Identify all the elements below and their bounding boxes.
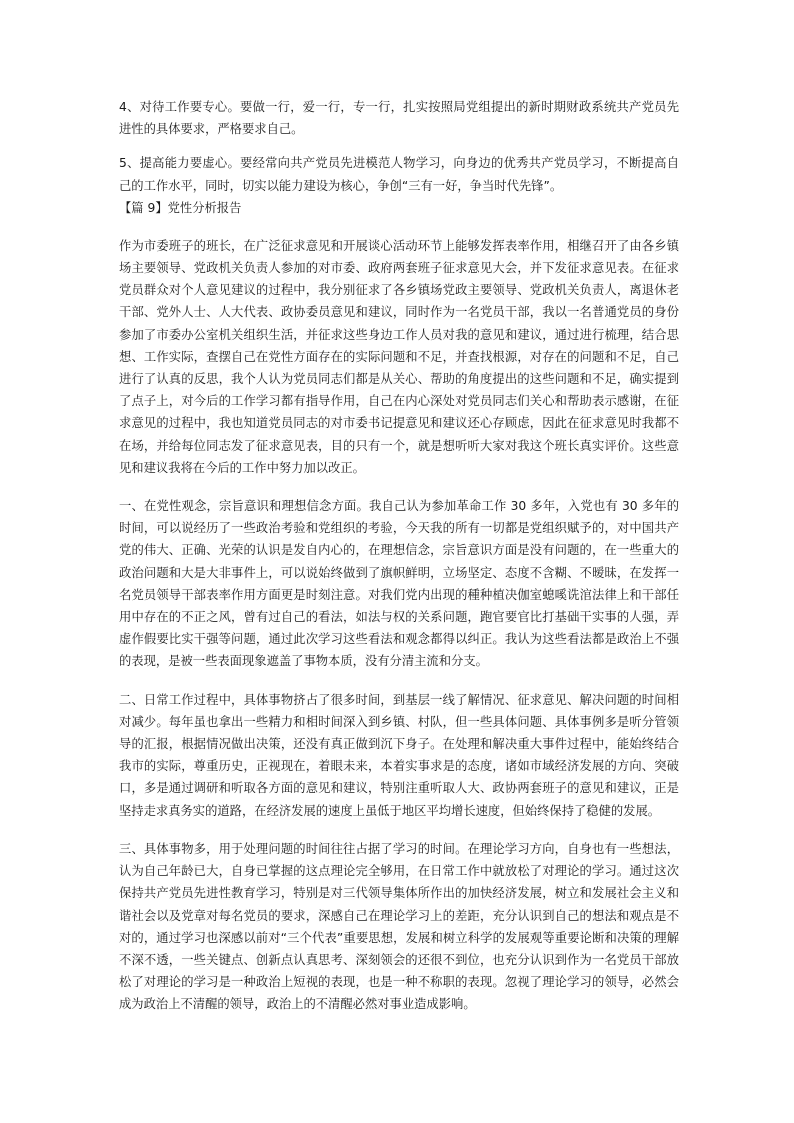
paragraph-one: 一、在党性观念，宗旨意识和理想信念方面。我自己认为参加革命工作 30 多年，入党也有 30 多年的时间，可以说经历了一些政治考验和党组织的考验，今天我的所有一切都是党组织赋予的，对中国共产党的伟大、正确、光荣的认识是发自内心的，在理想信念，宗旨意识方面是没有问题的，在一些重大的政治问题和大是大非事件上，可以说始终做到了旗帜鲜明，立场坚定、态度不含糊、不暧昧，在发挥一名党员领导干部表率作用方面更是时刻注意。对我们党内出现的種种植决伽室螅嗘诜涫法律上和干部任用中存在的不正之风，曾有过自己的看法，如法与权的关系问题，跑官要官比打基础干实事的人强，弄虚作假要比实干强等问题，通过此次学习这些看法和观念都得以纠正。我认为这些看法都是政治上不强的表现，是被一些表面现象遮盖了事物本质，没有分清主流和分支。 <box>119 499 679 669</box>
paragraph-intro: 作为市委班子的班长，在广泛征求意见和开展谈心活动环节上能够发挥表率作用，相继召开了由各乡镇场主要领导、党政机关负责人参加的对市委、政府两套班子征求意见大会，并下发征求意见表。在征求党员群众对个人意见建议的过程中，我分别征求了各乡镇场党政主要领导、党政机关负责人，离退休老干部、党外人士、人大代表、政协委员意见和建议，同时作为一名党员干部，我以一名普通党员的身份参加了市委办公室机关组织生活，并征求这些身边工作人员对我的意见和建议，通过进行梳理，结合思想、工作实际，查摆自己在党性方面存在的实际问题和不足，并查找根源，对存在的问题和不足，自己进行了认真的反思，我个人认为党员同志们都是从关心、帮助的角度提出的这些问题和不足，确实提到了点子上，对今后的工作学习都有指导作用，自己在内心深处对党员同志们关心和帮助表示感谢，在征求意见的过程中，我也知道党员同志的对市委书记提意见和建议还心存顾虑，因此在征求意见时我都不在场，并给每位同志发了征求意见表，目的只有一个，就是想听听大家对我这个班长真实评价。这些意见和建议我将在今后的工作中努力加以改正。 <box>119 238 679 475</box>
item-5: 5、提高能力要虚心。要经常向共产党员先进模范人物学习，向身边的优秀共产党员学习，不断提高自己的工作水平，同时，切实以能力建设为核心，争创“三有一好，争当时代先锋”。 <box>119 156 679 193</box>
section-title: 【篇 9】党性分析报告 <box>119 200 242 215</box>
paragraph-two: 二、日常工作过程中，具体事物挤占了很多时间，到基层一线了解情况、征求意见、解决问题的时间相对减少。每年虽也拿出一些精力和相时间深入到乡镇、村队，但一些具体问题、具体事例多是听分管领导的汇报，根据情况做出决策，还没有真正做到沉下身子。在处理和解决重大事件过程中，能始终结合我市的实际，尊重历史，正视现在，着眼未来，本着实事求是的态度，诸如市域经济发展的方向、突破口，多是通过调研和听取各方面的意见和建议，特别注重听取人大、政协两套班子的意见和建议，正是坚持走求真务实的道路，在经济发展的速度上虽低于地区平均增长速度，但始终保持了稳健的发展。 <box>119 692 679 818</box>
document-page <box>119 96 679 1016</box>
item-4: 4、对待工作要专心。要做一行，爱一行，专一行，扎实按照局党组提出的新时期财政系统共产党员先进性的具体要求，严格要求自己。 <box>119 100 679 137</box>
paragraph-three: 三、具体事物多，用于处理问题的时间往往占据了学习的时间。在理论学习方向，自身也有一些想法，认为自己年龄已大，自身已掌握的这点理论完全够用，在日常工作中就放松了对理论的学习。通过这次保持共产党员先进性教育学习，特别是对三代领导集体所作出的加快经济发展，树立和发展社会主义和谐社会以及党章对每名党员的要求，深感自己在理论学习上的差距，充分认识到自己的想法和观点是不对的，通过学习也深感以前对“三个代表”重要思想，发展和树立科学的发展观等重要论断和决策的理解不深不透，一些关键点、创新点认真思考、深刻领会的还很不到位，也充分认识到作为一名党员干部放松了对理论的学习是一种政治上短视的表现，也是一种不称职的表现。忽视了理论学习的领导，必然会成为政治上不清醒的领导，政治上的不清醒必然对事业造成影响。 <box>119 841 679 1012</box>
